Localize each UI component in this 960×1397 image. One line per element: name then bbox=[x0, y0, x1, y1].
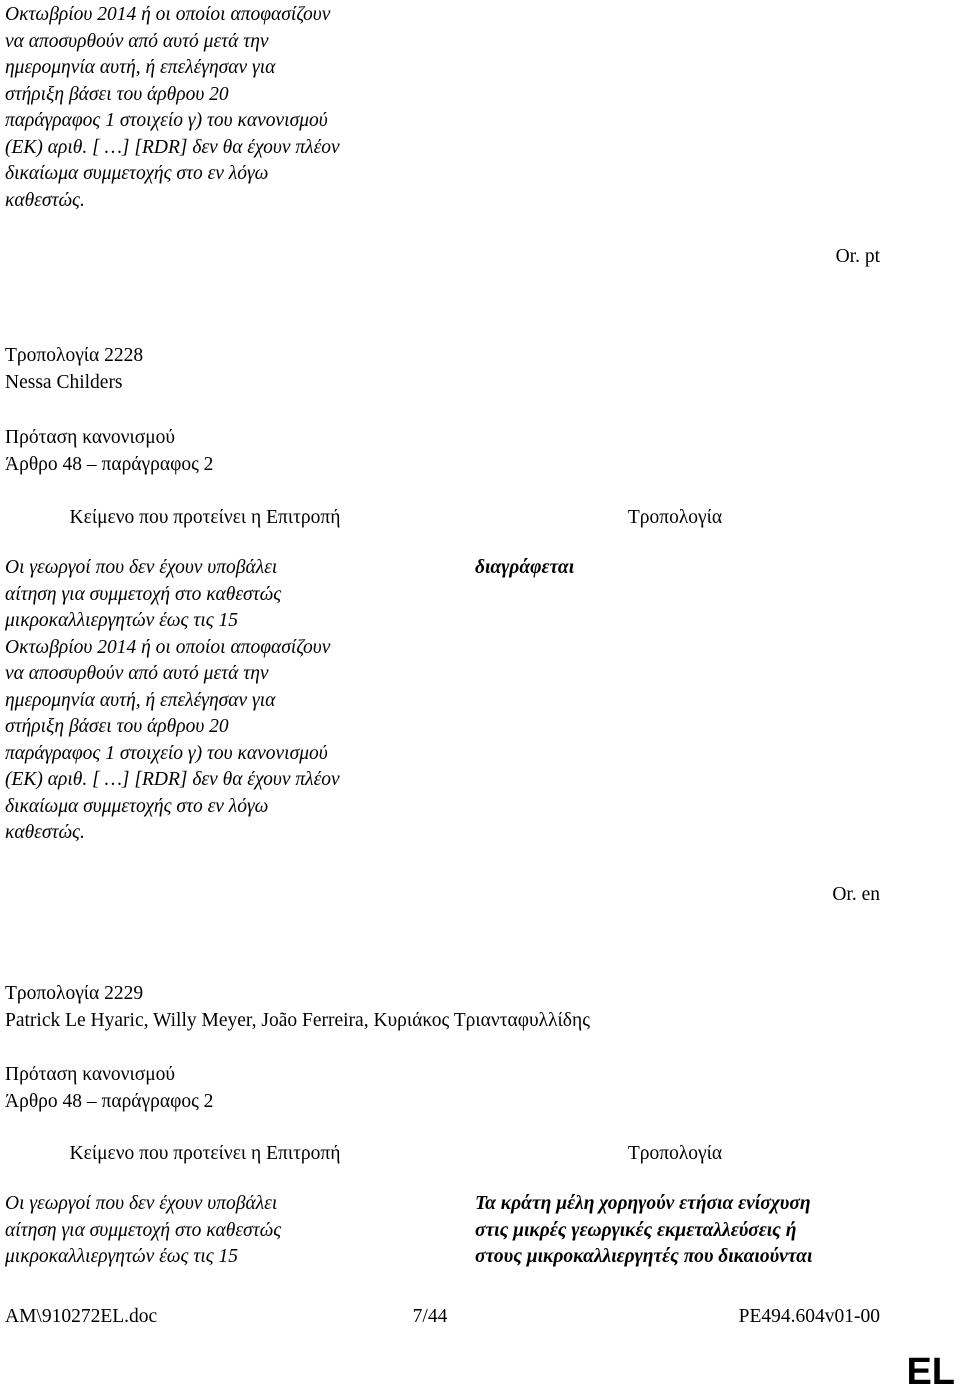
text-line: αίτηση για συμμετοχή στο καθεστώς bbox=[5, 1219, 282, 1241]
text-line: παράγραφος 1 στοιχείο γ) του κανονισμού bbox=[5, 742, 328, 764]
text-line: στήριξη βάσει του άρθρου 20 bbox=[5, 83, 229, 105]
amendment-2229-proposal: Πρόταση κανονισμού bbox=[5, 1064, 176, 1085]
amendment-text-deleted: διαγράφεται bbox=[475, 557, 575, 578]
amendment-2228-proposal: Πρόταση κανονισμού bbox=[5, 427, 176, 448]
text-line: στις μικρές γεωργικές εκμεταλλεύσεις ή bbox=[475, 1219, 797, 1241]
amendment-2229-title: Τροπολογία 2229 bbox=[5, 983, 144, 1004]
commission-text bbox=[5, 1191, 445, 1271]
text-line: στους μικροκαλλιεργητές που δικαιούνται bbox=[475, 1246, 813, 1267]
text-line: ημερομηνία αυτή, ή επελέγησαν για bbox=[5, 689, 276, 711]
text-line: δικαίωμα συμμετοχής στο εν λόγω bbox=[5, 163, 269, 184]
continuation-text bbox=[5, 2, 425, 214]
footer-page-number: 7/44 bbox=[412, 1306, 448, 1327]
text-line: να αποσυρθούν από αυτό μετά την bbox=[5, 30, 269, 52]
text-line: δικαίωμα συμμετοχής στο εν λόγω bbox=[5, 795, 269, 817]
amendment-2228-author: Nessa Childers bbox=[5, 372, 123, 393]
footer-pe-ref: PE494.604v01-00 bbox=[738, 1306, 880, 1327]
text-line: Οι γεωργοί που δεν έχουν υποβάλει bbox=[5, 557, 278, 578]
amendment-2229-article: Άρθρο 48 – παράγραφος 2 bbox=[5, 1091, 214, 1112]
original-language: Or. en bbox=[832, 884, 880, 905]
column-header-commission: Κείμενο που προτείνει η Επιτροπή bbox=[69, 507, 341, 528]
text-line: παράγραφος 1 στοιχείο γ) του κανονισμού bbox=[5, 110, 328, 131]
original-language: Or. pt bbox=[835, 246, 880, 267]
column-header-amendment: Τροπολογία bbox=[627, 1143, 723, 1164]
footer-doc-ref: AM\910272EL.doc bbox=[5, 1306, 158, 1327]
text-line: μικροκαλλιεργητών έως τις 15 bbox=[5, 610, 239, 631]
text-line: (ΕΚ) αριθ. [ …] [RDR] δεν θα έχουν πλέον bbox=[5, 136, 340, 158]
text-line: καθεστώς. bbox=[5, 189, 85, 211]
text-line: Οκτωβρίου 2014 ή οι οποίοι αποφασίζουν bbox=[5, 4, 331, 25]
text-line: Οκτωβρίου 2014 ή οι οποίοι αποφασίζουν bbox=[5, 636, 331, 658]
text-line: (ΕΚ) αριθ. [ …] [RDR] δεν θα έχουν πλέον bbox=[5, 769, 340, 790]
commission-text bbox=[5, 555, 445, 847]
text-line: αίτηση για συμμετοχή στο καθεστώς bbox=[5, 583, 282, 605]
language-code: EL bbox=[906, 1351, 955, 1393]
text-line: Τα κράτη μέλη χορηγούν ετήσια ενίσχυση bbox=[475, 1193, 811, 1214]
text-line: Οι γεωργοί που δεν έχουν υποβάλει bbox=[5, 1193, 278, 1214]
text-line: να αποσυρθούν από αυτό μετά την bbox=[5, 663, 269, 684]
amendment-2228-title: Τροπολογία 2228 bbox=[5, 345, 144, 366]
text-line: καθεστώς. bbox=[5, 822, 85, 843]
column-header-commission: Κείμενο που προτείνει η Επιτροπή bbox=[69, 1143, 341, 1164]
amendment-2228-article: Άρθρο 48 – παράγραφος 2 bbox=[5, 454, 214, 475]
amendment-text bbox=[475, 1191, 935, 1271]
text-line: ημερομηνία αυτή, ή επελέγησαν για bbox=[5, 57, 276, 78]
text-line: μικροκαλλιεργητών έως τις 15 bbox=[5, 1246, 239, 1267]
amendment-2229-authors: Patrick Le Hyaric, Willy Meyer, João Ferreira, Κυριάκος Τριανταφυλλίδης bbox=[5, 1010, 590, 1031]
column-header-amendment: Τροπολογία bbox=[627, 507, 723, 528]
text-line: στήριξη βάσει του άρθρου 20 bbox=[5, 716, 229, 737]
